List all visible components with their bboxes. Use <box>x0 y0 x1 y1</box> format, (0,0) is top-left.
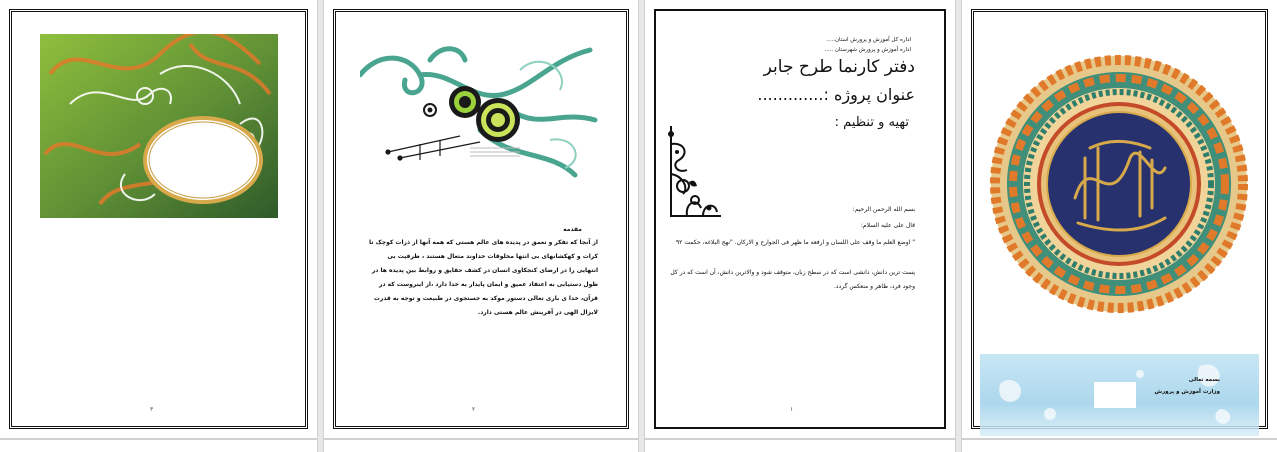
document-page-3[interactable] <box>324 0 638 438</box>
document-page-2[interactable] <box>645 0 955 438</box>
quote-attribution: قال علی علیه السلام: <box>860 222 915 229</box>
header-line-city: اداره آموزش و پرورش شهرستان ..... <box>824 47 911 53</box>
swirl-graphic-image <box>360 40 600 190</box>
document-page-4[interactable] <box>0 0 317 438</box>
next-row-page-3[interactable] <box>324 440 638 452</box>
next-row-page-1[interactable] <box>962 440 1277 452</box>
prepared-by-label: تهیه و تنظیم : <box>834 115 909 130</box>
calligraphy-medallion-image <box>990 48 1248 320</box>
footer-line-ministry: وزارت آموزش و پرورش <box>1154 389 1220 395</box>
document-title: دفتر کارنما طرح جابر <box>763 57 915 77</box>
page-number: ۳ <box>150 406 154 413</box>
bismillah-line: بسم الله الرحمن الرحیم: <box>852 206 915 213</box>
quote-commentary: پست ترین دانش، دانشی است که در سطح زبان، متوقف شود و والاترین دانش، آن است که در کل وجود فرد، ظاهر و منعکس گردد. <box>670 269 915 290</box>
footer-line-bismillah: بسمه تعالی <box>1188 377 1220 383</box>
corner-ornament-image <box>663 124 723 224</box>
project-title: عنوان پروژه :............. <box>757 85 915 104</box>
header-line-province: اداره کل آموزش و پرورش استان..... <box>826 37 911 43</box>
intro-paragraph: از آنجا که تفکر و تعمق در پدیده های عالم هستی که همه آنها از ذرات کوچک تا کرات و کهکشانهای بی انتها مخلوقات خداوند متعال هستند ، ظرفیت بی انتهایی را در ارضای کنجکاوی انسان در کشف حقایق و روابط بین پدیده ها در طول دستیابی به اعتقاد عمیق و ایمان پایدار به خدا دارد ،از اینروست که در قرآن، خدا ی باری تعالی دستور موکد به جستجوی در طبیعت و توجه به قدرت لایزال الهی در آفرینش عالم هستی دارد. <box>369 239 598 316</box>
intro-heading: مقدمه <box>563 226 582 233</box>
document-page-1[interactable] <box>962 0 1277 438</box>
next-row-page-2[interactable] <box>645 440 955 452</box>
next-row-page-4[interactable] <box>0 440 317 452</box>
page-number: ۲ <box>472 406 476 413</box>
quote-text: " اوضع العلم ما وقف علی اللسان و ارفعه ما ظهر فی الجوارح و الارکان. "نهج البلاغه، حکمت ۹۲ <box>675 239 915 246</box>
page-number: ۱ <box>790 406 794 413</box>
white-label-box <box>1094 382 1136 408</box>
green-ornament-image <box>40 34 278 218</box>
